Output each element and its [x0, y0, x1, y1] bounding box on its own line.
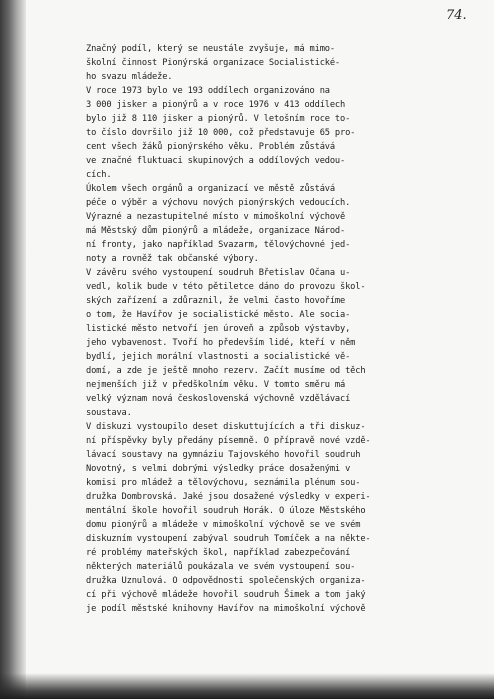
text-line: školní činnost Pionýrská organizace Socialistické- [86, 58, 341, 68]
text-line: družka Dombrovská. Jaké jsou dosažené výsledky v experi- [86, 492, 371, 502]
text-line: komisi pro mládež a tělovýchovu, seznámila plénum sou- [86, 478, 361, 488]
text-line: Novotný, s velmi dobrými výsledky práce dosaženými v [86, 464, 351, 474]
text-line: Úkolem všech orgánů a organizací ve městě zůstává [86, 184, 335, 194]
text-line: Výrazné a nezastupitelné místo v mimoškolní výchově [86, 212, 346, 222]
text-line: diskuzním vystoupení zabýval soudruh Tomíček a na někte- [86, 534, 371, 544]
text-line: ve značné fluktuaci skupinových a oddílových vedou- [86, 156, 346, 166]
text-line: je podíl městské knihovny Havířov na mimoškolní výchově [86, 604, 366, 614]
text-line: V diskuzi vystoupilo deset diskuttujících a tři diskuz- [86, 422, 366, 432]
text-line: ho svazu mládeže. [86, 72, 173, 82]
text-line: ských zařízení a zdůraznil, že velmi často hovoříme [86, 296, 346, 306]
bottom-edge-shadow [0, 673, 494, 699]
text-line: domu pionýrů a mládeže v mimoškolní výchově se ve svém [86, 520, 361, 530]
text-line: listické město netvoří jen úroveň a způsob výstavby, [86, 324, 351, 334]
typewritten-text [86, 42, 486, 616]
text-line: ré problémy mateřských škol, například zabezpečování [86, 548, 351, 558]
text-line: noty a rovněž tak občanské výbory. [86, 254, 259, 264]
text-line: lávací soustavy na gymnáziu Tajovského hovořil soudruh [86, 450, 361, 460]
text-line: 3 000 jisker a pionýrů a v roce 1976 v 413 oddílech [86, 100, 346, 110]
text-line: má Městský dům pionýrů a mládeže, organizace Národ- [86, 226, 346, 236]
text-line: velký význam nová československá výchovně vzdělávací [86, 394, 351, 404]
text-line: V závěru svého vystoupení soudruh Břetislav Očana u- [86, 268, 351, 278]
text-line: některých materiálů poukázala ve svém vystoupení sou- [86, 562, 356, 572]
text-line: to číslo dovršilo již 10 000, což představuje 65 pro- [86, 128, 356, 138]
text-line: jeho vybavenost. Tvoří ho především lidé, kteří v něm [86, 338, 356, 348]
text-line: nejmenších již v předškolním věku. V tomto směru má [86, 380, 346, 390]
text-line: domí, a zde je ještě mnoho rezerv. Začít musíme od těch [86, 366, 366, 376]
text-line: péče o výběr a výchovu nových pionýrských vedoucích. [86, 198, 351, 208]
text-line: Značný podíl, který se neustále zvyšuje, má mimo- [86, 44, 335, 54]
text-line: ní fronty, jako například Svazarm, tělovýchovné jed- [86, 240, 351, 250]
text-line: vedl, kolik bude v této pětiletce dáno do provozu škol- [86, 282, 366, 292]
text-line: bylo již 8 110 jisker a pionýrů. V letošním roce to- [86, 114, 351, 124]
text-line: ní příspěvky byly předány písemně. O přípravě nové vzdě- [86, 436, 371, 446]
page-number: 74. [446, 8, 467, 23]
text-line: cí při výchově mládeže hovořil soudruh Šimek a tom jaký [86, 590, 366, 600]
text-line: mentální škole hovořil soudruh Horák. O úloze Městského [86, 506, 366, 516]
text-line: cích. [86, 170, 112, 180]
text-line: o tom, že Havířov je socialistické město. Ale socia- [86, 310, 351, 320]
text-line: V roce 1973 bylo ve 193 oddílech organizováno na [86, 86, 330, 96]
text-line: družka Uznulová. O odpovědnosti společenských organiza- [86, 576, 366, 586]
text-line: cent všech žáků pionýrského věku. Problém zůstává [86, 142, 335, 152]
text-line: soustava. [86, 408, 132, 418]
text-line: bydlí, jejich morální vlastnosti a socialistické vě- [86, 352, 351, 362]
binding-shadow [0, 0, 26, 699]
